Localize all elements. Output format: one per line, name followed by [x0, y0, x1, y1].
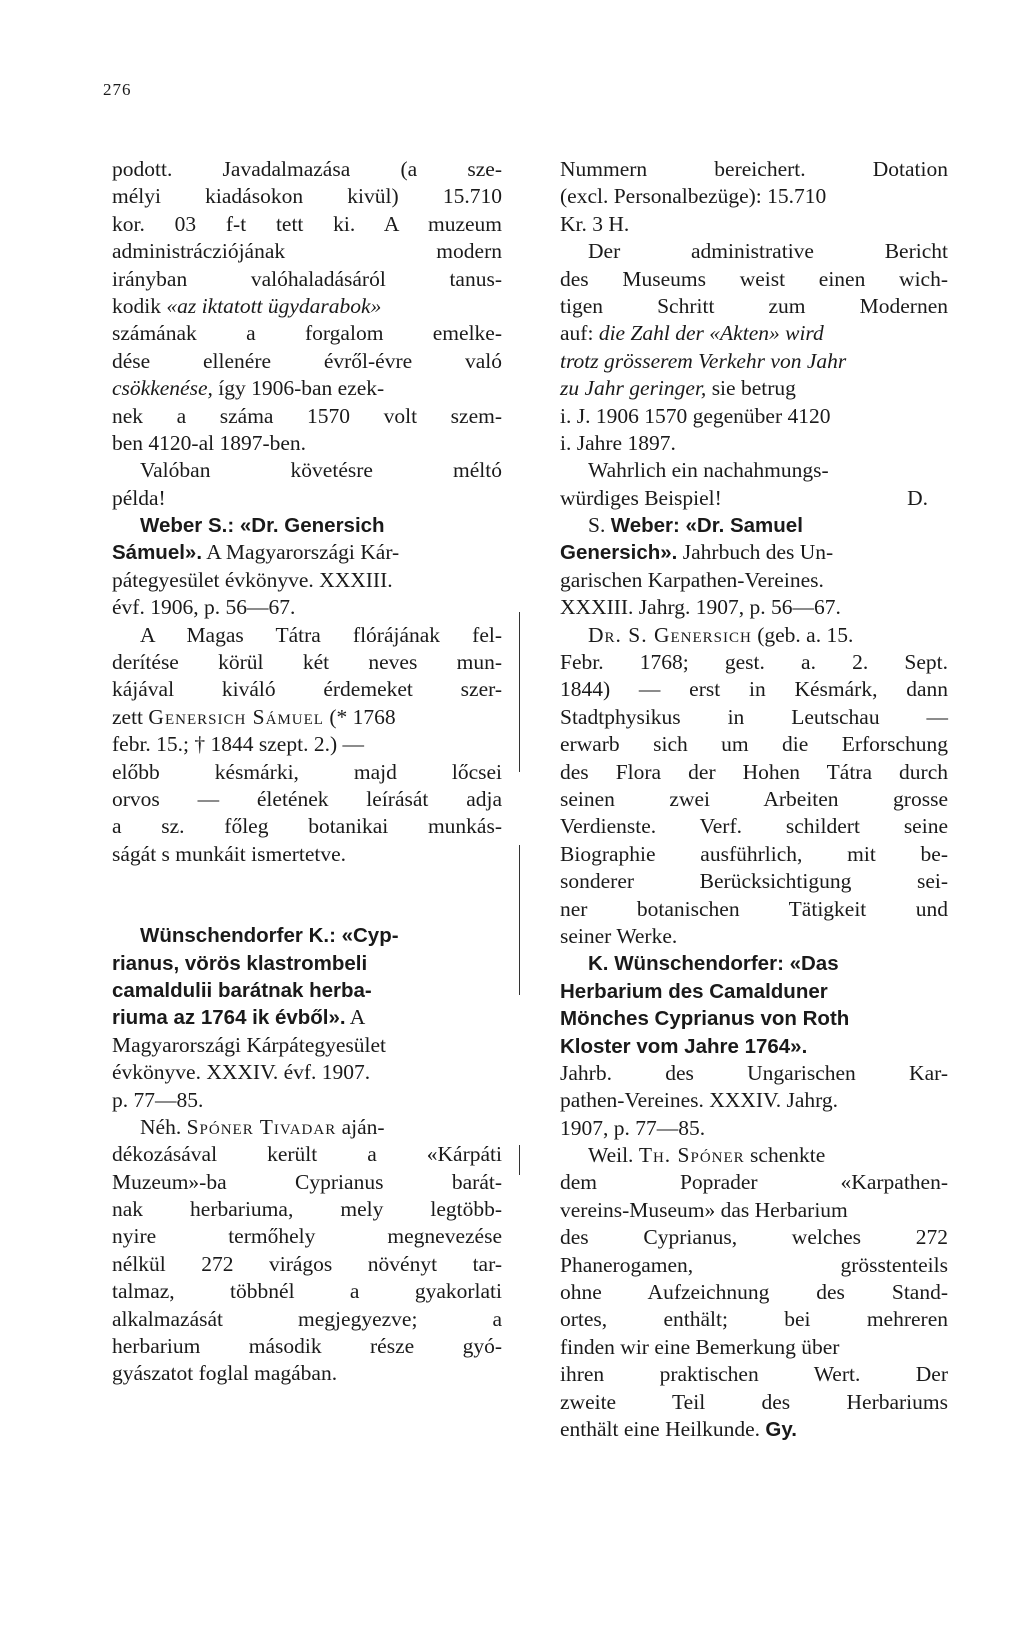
text-line: ortes, enthält; bei mehreren: [560, 1307, 948, 1332]
text-line: p. 77—85.: [112, 1087, 204, 1112]
text-line: kodik «az iktatott ügydarabok»: [112, 293, 382, 318]
text-line: enthält eine Heilkunde. Gy.: [560, 1416, 797, 1441]
column-divider: [519, 845, 520, 995]
text-line: kor. 03 f-t tett ki. A muzeum: [112, 211, 502, 236]
text-line: pathen-Vereines. XXXIV. Jahrg.: [560, 1088, 839, 1113]
left-column: [112, 156, 502, 1388]
text-line: i. Jahre 1897.: [560, 430, 676, 455]
text-line: mélyi kiadásokon kivül) 15.710: [112, 184, 502, 209]
text-line: ihren praktischen Wert. Der: [560, 1362, 948, 1387]
article-title: K. Wünschendorfer: «Das: [588, 952, 839, 976]
text-line: ben 4120-al 1897-ben.: [112, 430, 307, 455]
text-line: des Cyprianus, welches 272: [560, 1225, 948, 1250]
text-line: sonderer Berücksichtigung sei-: [560, 869, 948, 894]
text-line: ohne Aufzeichnung des Stand-: [560, 1280, 948, 1305]
text-line: Weil. Th. Spóner schenkte: [588, 1143, 826, 1168]
text-line: Dr. S. Genersich (geb. a. 15.: [588, 622, 854, 647]
text-line: derítése körül két neves mun-: [112, 650, 502, 675]
text-line: talmaz, többnél a gyakorlati: [112, 1279, 502, 1304]
text-line: Der administrative Bericht: [588, 239, 948, 264]
column-divider: [519, 612, 520, 772]
article-title: Mönches Cyprianus von Roth: [560, 1007, 850, 1031]
text-line: Valóban követésre méltó: [140, 458, 502, 483]
text-line: würdiges Beispiel! D.: [560, 485, 948, 512]
text-line: 1907, p. 77—85.: [560, 1115, 706, 1140]
text-line: seinen zwei Arbeiten grosse: [560, 786, 948, 811]
text-line: ner botanischen Tätigkeit und: [560, 896, 948, 921]
text-line: Muzeum»-ba Cyprianus barát-: [112, 1169, 502, 1194]
text-line: Magyarországi Kárpátegyesület: [112, 1032, 387, 1057]
text-line: Sámuel». A Magyarországi Kár-: [112, 540, 400, 565]
text-line: zweite Teil des Herbariums: [560, 1389, 948, 1414]
text-line: Stadtphysikus in Leutschau —: [560, 704, 948, 729]
text-line: Phanerogamen, grösstenteils: [560, 1252, 948, 1277]
text-line: Kr. 3 H.: [560, 211, 630, 236]
text-line: trotz grösserem Verkehr von Jahr: [560, 348, 847, 373]
text-line: Wahrlich ein nachahmungs-: [588, 458, 829, 483]
text-line: herbarium második része gyó-: [112, 1334, 502, 1359]
text-line: irányban valóhaladásáról tanus-: [112, 266, 502, 291]
text-line: febr. 15.; † 1844 szept. 2.) —: [112, 732, 364, 757]
text-line: Nummern bereichert. Dotation: [560, 157, 948, 181]
text-line: (excl. Personalbezüge): 15.710: [560, 184, 827, 209]
text-line: gyászatot foglal magában.: [112, 1361, 338, 1386]
article-title: Herbarium des Camalduner: [560, 979, 828, 1003]
text-line: alkalmazását megjegyezve; a: [112, 1306, 502, 1331]
text-line: Febr. 1768; gest. a. 2. Sept.: [560, 650, 948, 675]
text-line: Genersich». Jahrbuch des Un-: [560, 540, 834, 565]
text-line: des Flora der Hohen Tátra durch: [560, 759, 948, 784]
right-column: [560, 156, 948, 1443]
citation-author: Weber S.: «Dr. Genersich: [140, 514, 385, 538]
text-line: dékozásával került a «Kárpáti: [112, 1142, 502, 1167]
text-line: XXXIII. Jahrg. 1907, p. 56—67.: [560, 595, 841, 620]
text-line: számának a forgalom emelke-: [112, 321, 502, 346]
text-line: nélkül 272 virágos növényt tar-: [112, 1251, 502, 1276]
text-line: Verdienste. Verf. schildert seine: [560, 814, 948, 839]
article-title: camaldulii barátnak herba-: [112, 978, 372, 1002]
text-line: nek a száma 1570 volt szem-: [112, 403, 502, 428]
text-line: erwarb sich um die Erforschung: [560, 732, 948, 757]
text-line: des Museums weist einen wich-: [560, 266, 948, 291]
text-line: dem Poprader «Karpathen-: [560, 1170, 948, 1195]
article-title: Wünschendorfer K.: «Cyp-: [140, 924, 399, 948]
text-line: előbb késmárki, majd lőcsei: [112, 759, 502, 784]
text-line: 1844) — erst in Késmárk, dann: [560, 677, 948, 702]
text-line: zu Jahr geringer, sie betrug: [560, 376, 796, 401]
text-line: nyire termőhely megnevezése: [112, 1224, 502, 1249]
text-line: példa!: [112, 485, 166, 510]
text-line: zett Genersich Sámuel (* 1768: [112, 704, 396, 729]
signature: Gy.: [765, 1417, 797, 1441]
text-line: Biographie ausführlich, mit be-: [560, 841, 948, 866]
text-line: évkönyve. XXXIV. évf. 1907.: [112, 1060, 371, 1085]
text-line: tigen Schritt zum Modernen: [560, 293, 948, 318]
text-line: administrácziójának modern: [112, 239, 502, 264]
text-line: orvos — életének leírását adja: [112, 786, 502, 811]
text-line: Néh. Spóner Tivadar aján-: [140, 1114, 385, 1139]
text-line: dése ellenére évről-évre való: [112, 348, 502, 373]
text-line: auf: die Zahl der «Akten» wird: [560, 321, 824, 346]
signature: D.: [907, 485, 928, 510]
article-title: rianus, vörös klastrombeli: [112, 951, 368, 975]
text-line: Jahrb. des Ungarischen Kar-: [560, 1060, 948, 1085]
page-number: 276: [103, 80, 132, 99]
text-line: riuma az 1764 ik évből». A: [112, 1005, 366, 1030]
text-line: vereins-Museum» das Herbarium: [560, 1197, 848, 1222]
text-line: garischen Karpathen-Vereines.: [560, 567, 824, 592]
text-line: nak herbariuma, mely legtöbb-: [112, 1197, 502, 1222]
text-line: a sz. főleg botanikai munkás-: [112, 814, 502, 839]
text-line: pátegyesület évkönyve. XXXIII.: [112, 567, 393, 592]
text-line: csökkenése, így 1906-ban ezek-: [112, 376, 385, 401]
text-line: ságát s munkáit ismertetve.: [112, 841, 347, 866]
text-line: podott. Javadalmazása (a sze-: [112, 157, 502, 181]
text-line: A Magas Tátra flórájának fel-: [140, 622, 502, 647]
text-line: S. Weber: «Dr. Samuel: [588, 513, 803, 538]
text-line: seiner Werke.: [560, 923, 678, 948]
column-divider: [519, 1145, 520, 1175]
text-line: finden wir eine Bemerkung über: [560, 1334, 840, 1359]
article-title: Kloster vom Jahre 1764».: [560, 1034, 808, 1058]
text-line: kájával kiváló érdemeket szer-: [112, 677, 502, 702]
text-line: évf. 1906, p. 56—67.: [112, 595, 296, 620]
text-line: i. J. 1906 1570 gegenüber 4120: [560, 403, 831, 428]
